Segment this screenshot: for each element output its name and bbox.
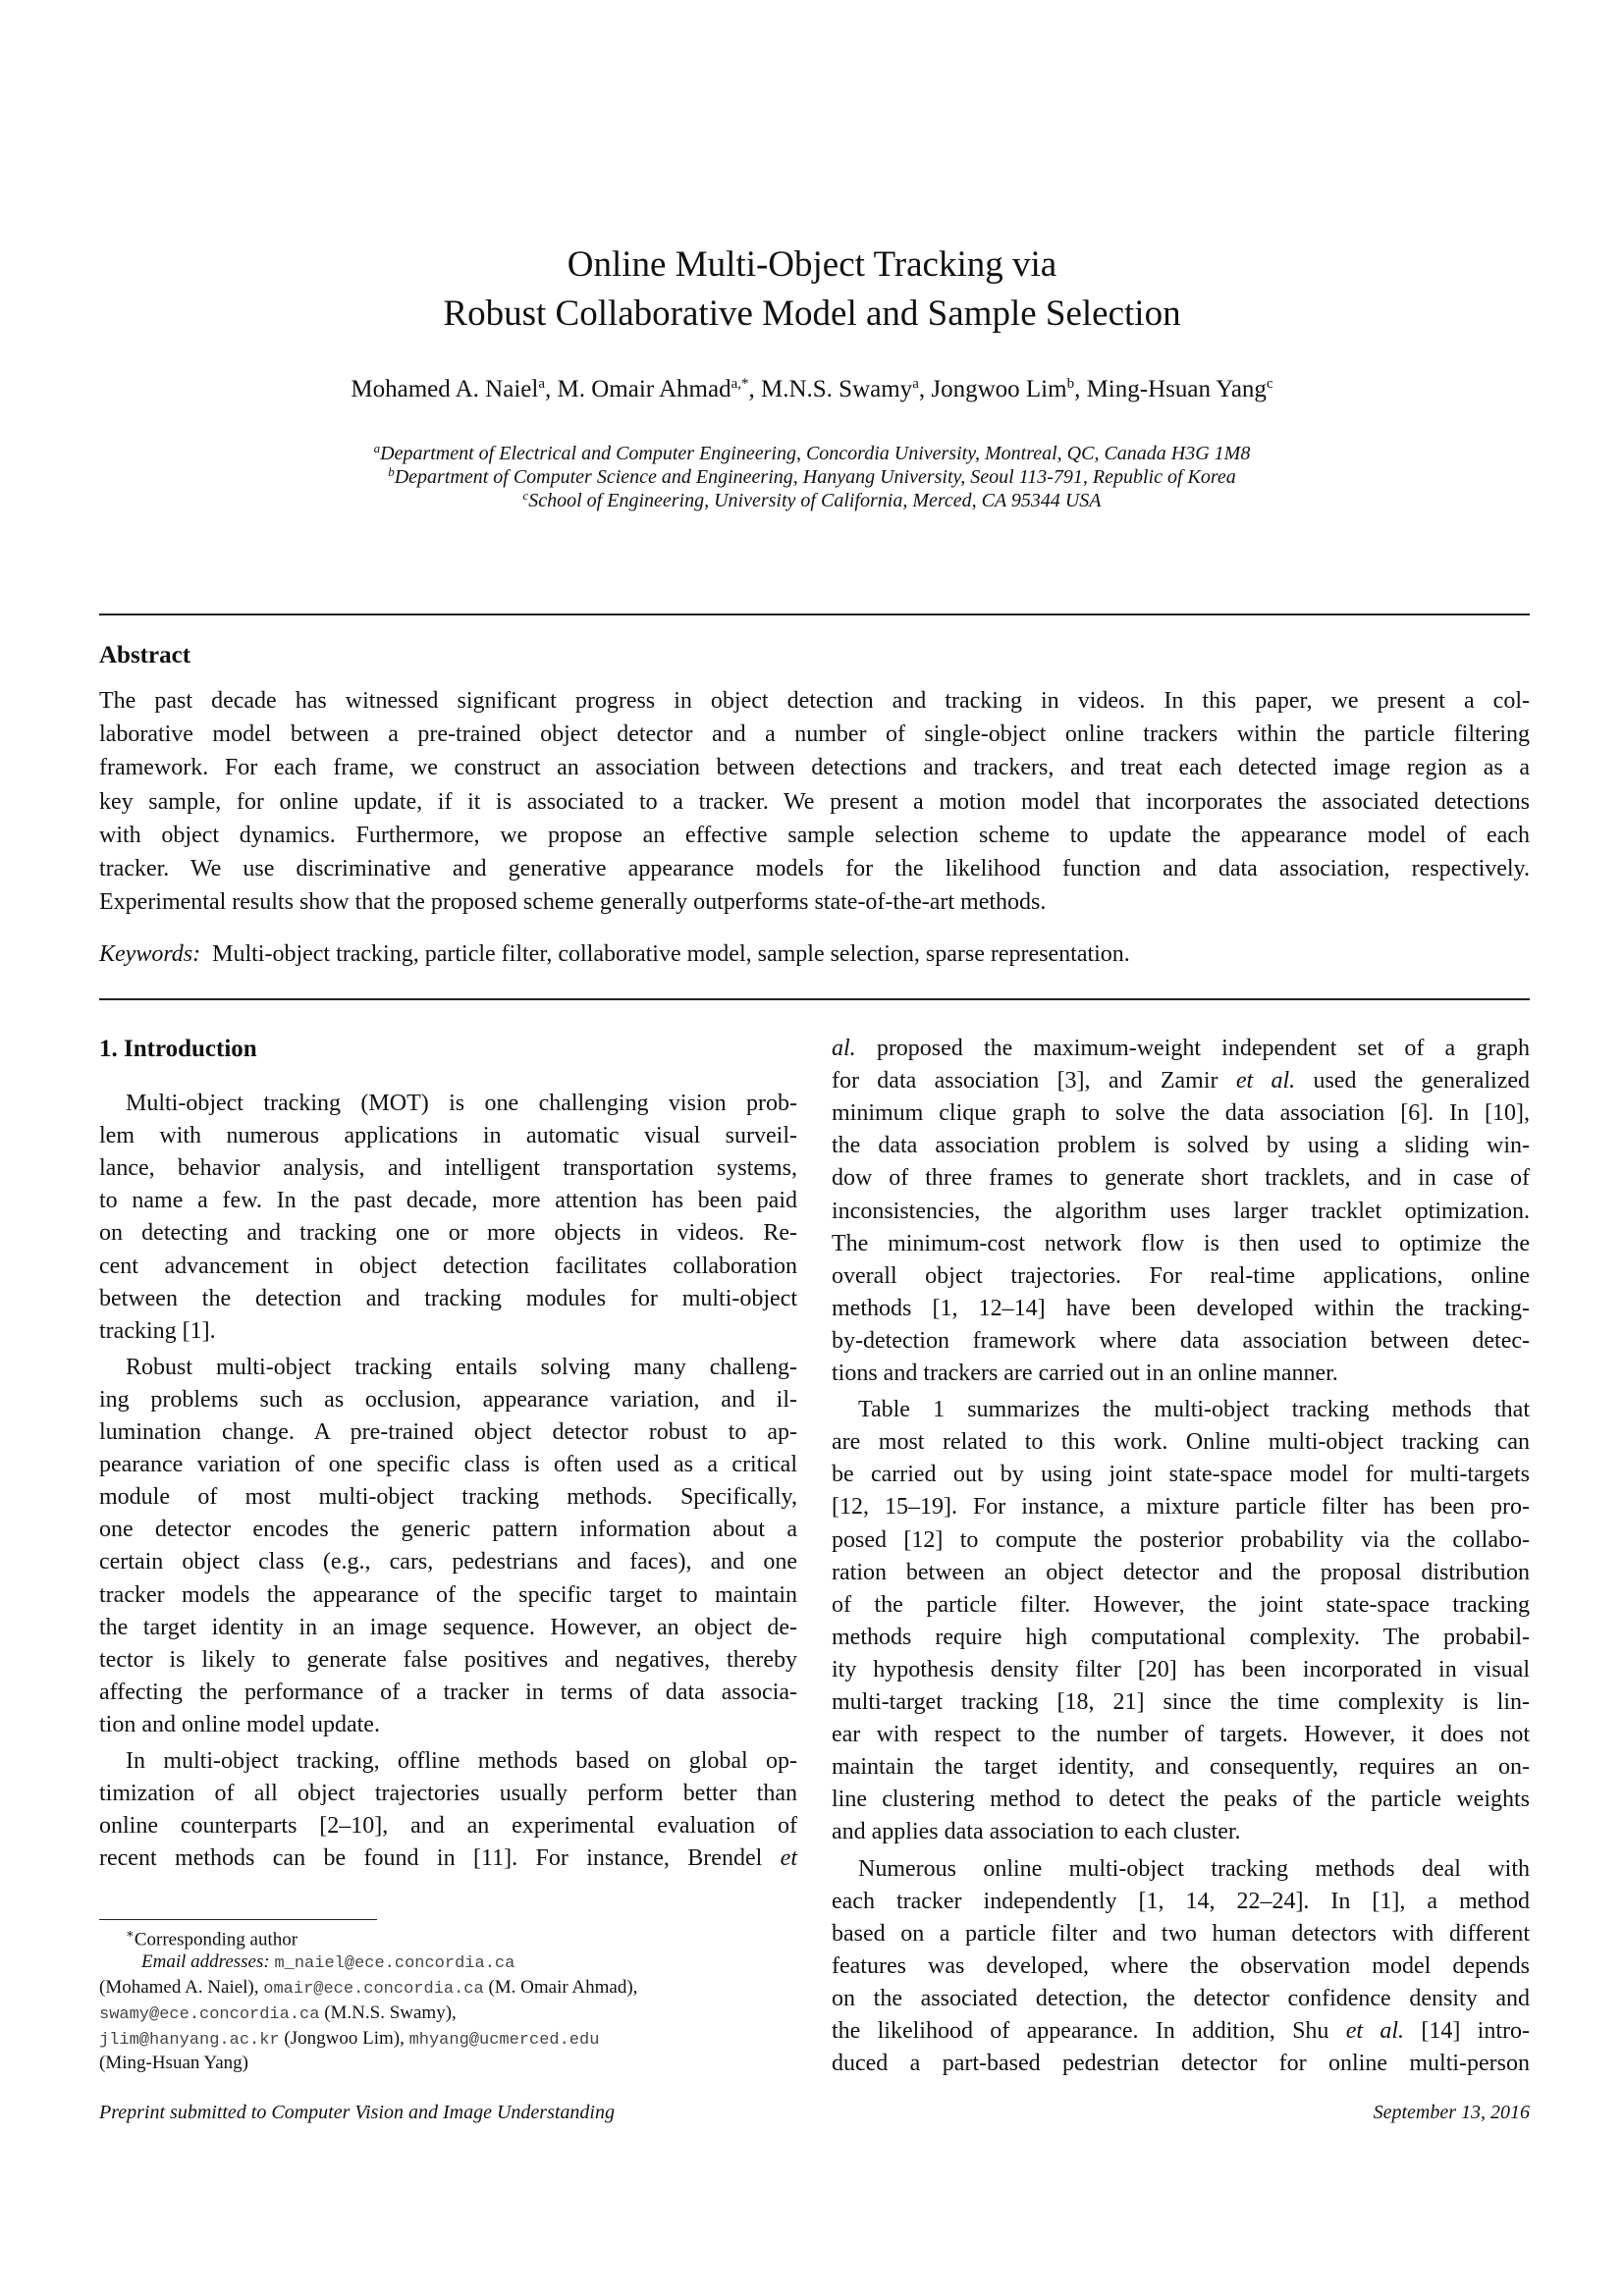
paper-title-line-2: Robust Collaborative Model and Sample Selection	[443, 294, 1181, 334]
email-address[interactable]: m_naiel@ece.concordia.ca	[274, 1954, 515, 1973]
line-text: Table 1 summarizes the multi-object tracking methods that	[858, 1397, 1530, 1423]
body-text-line	[99, 1091, 797, 1117]
italic-text: et al.	[1345, 2018, 1405, 2044]
line-text: the data association problem is solved by using a sliding win-	[832, 1133, 1530, 1159]
line-text: the likelihood of appearance. In addition, Shu	[832, 2018, 1346, 2044]
footnote-email-line	[99, 2028, 599, 2050]
line-text: overall object trajectories. For real-time applications, online	[832, 1262, 1530, 1289]
body-text-line	[832, 1560, 1530, 1586]
line-text: ity hypothesis density filter [20] has been incorporated in visual	[832, 1656, 1530, 1682]
email-address[interactable]: omair@ece.concordia.ca	[263, 1980, 484, 1999]
body-text-line	[99, 1123, 797, 1149]
footnote-corresponding-text: Corresponding author	[134, 1929, 298, 1950]
email-owner: (Jongwoo Lim),	[284, 2028, 405, 2049]
line-text: tracking [1].	[99, 1317, 216, 1344]
line-text: tracker models the appearance of the specific target to maintain	[99, 1581, 797, 1608]
body-text-line	[99, 1813, 797, 1840]
body-text-line	[832, 1199, 1530, 1225]
body-text-line	[832, 1397, 1530, 1423]
affiliation-mark: b	[388, 464, 395, 479]
body-text-line	[832, 1296, 1530, 1322]
footnote-email-line	[141, 1951, 514, 1973]
line-text: of the particle filter. However, the joint state-space tracking	[832, 1591, 1530, 1618]
affiliation	[0, 442, 1624, 465]
body-text-line	[832, 1722, 1530, 1748]
body-text-line	[832, 1986, 1530, 2012]
affiliation-text: Department of Computer Science and Engineering, Hanyang University, Seoul 113-791, Republic of Korea	[394, 466, 1236, 488]
body-text-line	[99, 1155, 797, 1182]
abstract-line: Experimental results show that the proposed scheme generally outperforms state-of-the-art methods.	[99, 889, 1047, 916]
line-text: recent methods can be found in [11]. For instance, Brendel	[99, 1845, 781, 1872]
body-text-line	[99, 1254, 797, 1280]
line-text: multi-target tracking [18, 21] since the time complexity is lin-	[832, 1689, 1530, 1715]
line-text: [14] intro-	[1404, 2018, 1530, 2044]
body-text-line	[99, 1845, 797, 1872]
line-text: minimum clique graph to solve the data association [6]. In [10],	[832, 1100, 1530, 1127]
line-text: dow of three frames to generate short tracklets, and in case of	[832, 1165, 1530, 1192]
line-text: Numerous online multi-object tracking methods deal with	[858, 1855, 1530, 1882]
affiliation	[0, 489, 1624, 512]
author-name: Jongwoo Lim	[931, 376, 1067, 402]
email-address[interactable]: mhyang@ucmerced.edu	[408, 2031, 600, 2050]
line-text: and applies data association to each cluster.	[832, 1819, 1241, 1845]
body-text-line	[832, 1953, 1530, 1980]
italic-text: et al.	[1235, 1068, 1296, 1095]
line-text: features was developed, where the observation model depends	[832, 1952, 1530, 1979]
body-text-line	[99, 1318, 797, 1345]
author-affiliation-mark: c	[1266, 376, 1273, 392]
section-heading-introduction: 1. Introduction	[99, 1036, 257, 1062]
body-text-line	[832, 2018, 1530, 2045]
body-text-line	[832, 1856, 1530, 1883]
line-text: for data association [3], and Zamir	[832, 1068, 1236, 1095]
body-text-line	[99, 1549, 797, 1575]
italic-text: et	[780, 1845, 797, 1872]
line-text: In multi-object tracking, offline methods based on global op-	[126, 1748, 797, 1774]
author-list: Mohamed A. Naiel$^a$, M. Omair Ahmad$^{a,*}$, M.N.S. Swamy$^a$, Jongwoo Lim$^b$, Ming-Hsuan Yang$^c$	[351, 376, 1273, 402]
body-text-line	[99, 1387, 797, 1414]
body-text-line	[832, 1165, 1530, 1192]
body-text-line	[99, 1748, 797, 1775]
footer-journal: Preprint submitted to Computer Vision and Image Understanding	[99, 2102, 615, 2123]
body-text-line	[832, 1462, 1530, 1488]
body-text-line	[832, 1263, 1530, 1290]
line-text: are most related to this work. Online multi-object tracking can	[832, 1429, 1530, 1456]
line-text: between the detection and tracking modules for multi-object	[99, 1285, 797, 1311]
body-text-line	[832, 1754, 1530, 1781]
body-text-line	[99, 1419, 797, 1446]
abstract-line: tracker. We use discriminative and generative appearance models for the likelihood function and data association, respectively.	[99, 856, 1530, 881]
line-text: by-detection framework where data association between detec-	[832, 1327, 1530, 1354]
body-text-line	[99, 1484, 797, 1511]
author-name: Mohamed A. Naiel	[351, 376, 539, 402]
body-text-line	[99, 1220, 797, 1247]
body-text-line	[99, 1355, 797, 1381]
affiliation-mark: a	[373, 441, 381, 455]
footer-date: September 13, 2016	[1373, 2102, 1530, 2123]
affiliation-mark: c	[522, 488, 529, 503]
line-text: Multi-object tracking (MOT) is one challenging vision prob-	[126, 1091, 797, 1116]
line-text: be carried out by using joint state-space model for multi-targets	[832, 1462, 1530, 1488]
author-affiliation-mark: a,*	[731, 376, 749, 392]
body-text-line	[832, 1657, 1530, 1683]
footnote-corresponding	[126, 1926, 298, 1950]
italic-text: al.	[832, 1036, 856, 1061]
footnote-rule	[99, 1919, 377, 1920]
abstract-line: The past decade has witnessed significant progress in object detection and tracking in videos. In this paper, we present a col-	[99, 688, 1530, 714]
body-text-line	[832, 1494, 1530, 1521]
body-text-line	[99, 1647, 797, 1674]
line-text: duced a part-based pedestrian detector for online multi-person	[832, 2051, 1530, 2077]
line-text: on the associated detection, the detector confidence density and	[832, 1985, 1530, 2011]
abstract-bottom-rule	[99, 998, 1530, 1000]
email-address[interactable]: swamy@ece.concordia.ca	[99, 2005, 320, 2024]
author-name: Ming-Hsuan Yang	[1086, 376, 1267, 402]
keywords	[99, 941, 1530, 968]
line-text: module of most multi-object tracking methods. Specifically,	[99, 1484, 797, 1511]
body-text-line	[832, 1068, 1530, 1095]
line-text: methods [1, 12–14] have been developed within the tracking-	[832, 1295, 1530, 1321]
email-owner: (Ming-Hsuan Yang)	[99, 2053, 248, 2073]
abstract-top-rule	[99, 614, 1530, 615]
line-text: line clustering method to detect the peaks of the particle weights	[832, 1787, 1530, 1813]
author-affiliation-mark: a	[912, 376, 919, 392]
email-address[interactable]: jlim@hanyang.ac.kr	[99, 2031, 280, 2050]
line-text: based on a particle filter and two human detectors with different	[832, 1920, 1530, 1947]
body-text-line	[832, 1133, 1530, 1159]
line-text: used the generalized	[1295, 1068, 1530, 1095]
line-text: ing problems such as occlusion, appearance variation, and il-	[99, 1386, 797, 1413]
body-text-line	[832, 1625, 1530, 1651]
body-text-line	[99, 1517, 797, 1543]
affiliation-text: School of Engineering, University of California, Merced, CA 95344 USA	[528, 490, 1102, 511]
body-text-line	[832, 1231, 1530, 1257]
line-text: to name a few. In the past decade, more attention has been paid	[99, 1188, 797, 1214]
abstract-line: laborative model between a pre-trained object detector and a number of single-object online trackers within the particle filtering	[99, 721, 1530, 748]
keywords-text: Multi-object tracking, particle filter, collaborative model, sample selection, sparse representation.	[212, 941, 1130, 967]
line-text: inconsistencies, the algorithm uses larger tracklet optimization.	[832, 1198, 1530, 1224]
email-owner: (M.N.S. Swamy),	[324, 2002, 457, 2023]
body-text-line	[832, 1527, 1530, 1554]
body-text-line	[832, 1100, 1530, 1127]
body-text-line	[99, 1680, 797, 1706]
line-text: pearance variation of one specific class is often used as a critical	[99, 1452, 797, 1478]
line-text: lumination change. A pre-trained object detector robust to ap-	[99, 1419, 797, 1445]
line-text: lem with numerous applications in automatic visual surveil-	[99, 1123, 797, 1149]
line-text: affecting the performance of a tracker in terms of data associa-	[99, 1679, 797, 1705]
abstract-line: with object dynamics. Furthermore, we propose an effective sample selection scheme to update the appearance model of each	[99, 822, 1530, 848]
body-text-line	[832, 1889, 1530, 1915]
email-owner: (M. Omair Ahmad),	[488, 1977, 638, 1998]
abstract-line: framework. For each frame, we construct an association between detections and trackers, and treat each detected image region as a	[99, 755, 1530, 781]
line-text: certain object class (e.g., cars, pedestrians and faces), and one	[99, 1549, 797, 1575]
body-text-line	[832, 1328, 1530, 1355]
body-text-line	[832, 1787, 1530, 1813]
line-text: The minimum-cost network flow is then used to optimize the	[832, 1230, 1530, 1256]
body-text-line	[99, 1452, 797, 1478]
line-text: maintain the target identity, and consequently, requires an on-	[832, 1754, 1530, 1781]
line-text: Robust multi-object tracking entails solving many challeng-	[126, 1354, 797, 1380]
line-text: methods require high computational complexity. The probabil-	[832, 1624, 1530, 1650]
body-text-line	[832, 1592, 1530, 1619]
line-text: ear with respect to the number of targets. However, it does not	[832, 1722, 1530, 1748]
line-text: ration between an object detector and the proposal distribution	[832, 1559, 1530, 1585]
footnote-email-line	[99, 2002, 457, 2024]
line-text: the target identity in an image sequence. However, an object de-	[99, 1614, 797, 1640]
line-text: lance, behavior analysis, and intelligent transportation systems,	[99, 1155, 797, 1182]
body-text-line	[832, 1361, 1530, 1387]
body-text-line	[832, 1429, 1530, 1456]
line-text: on detecting and tracking one or more objects in videos. Re-	[99, 1220, 797, 1247]
line-text: tions and trackers are carried out in an online manner.	[832, 1361, 1338, 1386]
paper-title-line-1: Online Multi-Object Tracking via	[567, 244, 1057, 285]
body-text-line	[832, 1036, 1530, 1062]
body-text-line	[99, 1582, 797, 1609]
abstract-heading: Abstract	[99, 642, 191, 668]
line-text: each tracker independently [1, 14, 22–24]. In [1], a method	[832, 1888, 1530, 1914]
body-text-line	[99, 1712, 797, 1738]
line-text: tector is likely to generate false positives and negatives, thereby	[99, 1646, 797, 1673]
line-text: posed [12] to compute the posterior probability via the collabo-	[832, 1526, 1530, 1553]
affiliation	[0, 465, 1624, 489]
footnote-email-line	[99, 1977, 637, 1999]
abstract-line: key sample, for online update, if it is associated to a tracker. We present a motion model that incorporates the associated detections	[99, 788, 1530, 815]
author-name: M.N.S. Swamy	[761, 376, 913, 402]
email-owner: (Mohamed A. Naiel),	[99, 1977, 259, 1998]
body-text-line	[99, 1615, 797, 1641]
line-text: [12, 15–19]. For instance, a mixture particle filter has been pro-	[832, 1494, 1530, 1521]
body-text-line	[99, 1286, 797, 1312]
line-text: proposed the maximum-weight independent set of a graph	[855, 1036, 1530, 1061]
author-affiliation-mark: a	[538, 376, 545, 392]
author-name: M. Omair Ahmad	[557, 376, 731, 402]
email-label: Email addresses:	[141, 1951, 270, 1972]
keywords-label: Keywords:	[99, 941, 201, 967]
line-text: cent advancement in object detection facilitates collaboration	[99, 1253, 797, 1279]
line-text: one detector encodes the generic pattern information about a	[99, 1517, 797, 1543]
body-text-line	[832, 1819, 1530, 1845]
body-text-line	[99, 1781, 797, 1807]
footnote-marker: ∗	[126, 1926, 135, 1941]
line-text: tion and online model update.	[99, 1711, 380, 1737]
body-text-line	[832, 1921, 1530, 1948]
line-text: timization of all object trajectories usually perform better than	[99, 1781, 797, 1807]
body-text-line	[99, 1188, 797, 1214]
footnote-email-line	[99, 2053, 248, 2074]
body-text-line	[832, 2051, 1530, 2077]
line-text: online counterparts [2–10], and an experimental evaluation of	[99, 1813, 797, 1840]
author-affiliation-mark: b	[1066, 376, 1075, 392]
body-text-line	[832, 1689, 1530, 1716]
affiliation-text: Department of Electrical and Computer Engineering, Concordia University, Montreal, QC, Canada H3G 1M8	[380, 443, 1251, 464]
